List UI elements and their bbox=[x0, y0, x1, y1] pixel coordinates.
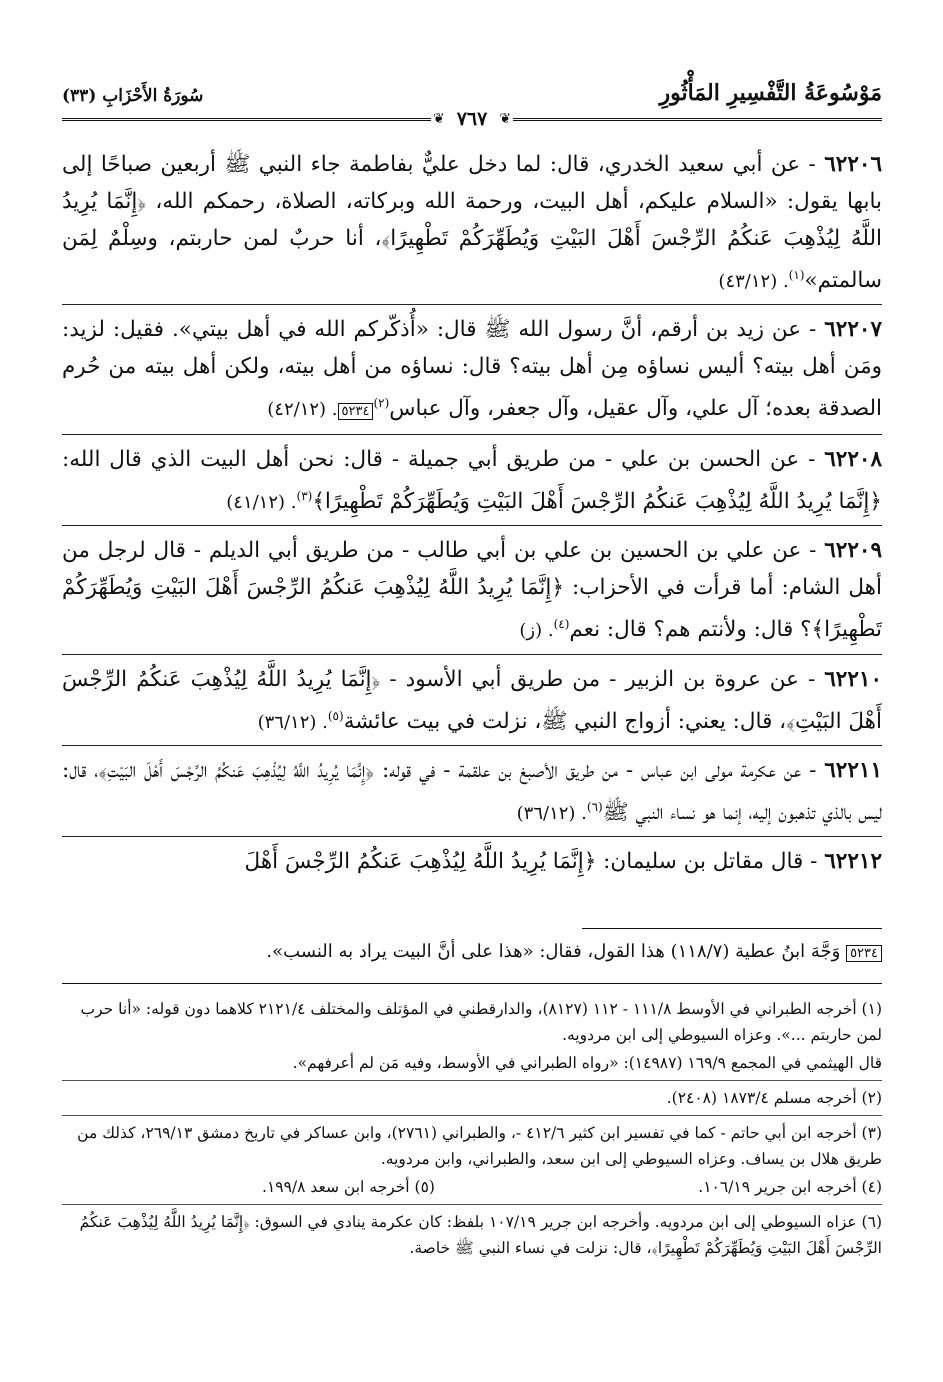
header-rule bbox=[62, 108, 882, 130]
page-number: ٧٦٧ bbox=[456, 108, 488, 130]
footnote: (٣) أخرجه ابن أبي حاتم - كما في تفسير ابن كثير ٤١٢/٦ -، والطبراني (٢٧٦١)، وابن عساكر في تاريخ دمشق ٢٦٩/١٣، كذلك من طريق هلال بن يساف. وعزاه السيوطي إلى ابن سعد، والطبراني، وابن مردويه. bbox=[77, 1123, 882, 1168]
entry-number: ٦٢٢١١ bbox=[824, 757, 882, 783]
ornament-icon: ❦ bbox=[432, 111, 445, 127]
page-header bbox=[62, 60, 882, 106]
book-title: مَوْسُوعَةُ التَّفْسِيرِ المَأْثُورِ bbox=[659, 80, 882, 106]
footnote: (٢) أخرجه مسلم ١٨٧٣/٤ (٢٤٠٨). bbox=[62, 1085, 882, 1116]
footnote: (٦) عزاه السيوطي إلى ابن مردويه. وأخرجه ابن جرير ١٠٧/١٩ بلفظ: كان عكرمة ينادي في السوق: ﴿إِنَّمَا يُرِيدُ اللَّهُ لِيُذْهِبَ عَنكُمُ الرِّجْسَ أَهْلَ البَيْتِ وَيُطَهِّرَكُمْ تَطْهِيرًا﴾، قال: نزلت في نساء النبي ﷺ خاصة. bbox=[79, 1212, 882, 1257]
entry-number: ٦٢٢٠٦ bbox=[824, 152, 882, 177]
entry bbox=[62, 746, 882, 837]
entry-ref: . (ز) bbox=[519, 620, 554, 642]
entry-text: - عن زيد بن أرقم، أنَّ رسول الله ﷺ قال: «أُذكّركم الله في أهل بيتي». فقيل: لزيد: ومَن أهل بيته؟ أليس نساؤه مِن أهل بيته؟ قال: نساؤه من أهل بيته، ولكن أهل بيته من حُرم الصدقة بعده؛ آل علي، وآل عقيل، وآل جعفر، وآل عباس bbox=[62, 317, 882, 422]
entry bbox=[62, 140, 882, 305]
main-text bbox=[62, 140, 882, 884]
page bbox=[62, 60, 882, 1263]
footnote: قال الهيثمي في المجمع ١٦٩/٩ (١٤٩٨٧): «رواه الطبراني في الأوسط، وفيه مَن لم أعرفهم». bbox=[62, 1050, 882, 1081]
footnote-mark: (٦) bbox=[586, 799, 603, 814]
entry bbox=[62, 305, 882, 435]
commentary bbox=[62, 937, 882, 984]
entry-text: - عن عروة بن الزبير - من طريق أبي الأسود - ﴿إِنَّمَا يُرِيدُ اللَّهُ لِيُذْهِبَ عَنكُمُ الرِّجْسَ أَهْلَ البَيْتِ﴾، قال: يعني: أزواج النبي ﷺ، نزلت في بيت عائشة bbox=[62, 666, 882, 734]
entry bbox=[62, 435, 882, 526]
footnote-row bbox=[62, 1174, 882, 1205]
entry-ref: . (٤١/١٢) bbox=[226, 492, 297, 514]
footnote: (٤) أخرجه ابن جرير ١٠٦/١٩. bbox=[698, 1177, 882, 1196]
footnote: (١) أخرجه الطبراني في الأوسط ١١١/٨ - ١١٢ (٨١٢٧)، والدارقطني في المؤتلف والمختلف ٢١٢١/٤ كلاهما دون قوله: «أنا حرب لمن حاربتم ...». وعزاه السيوطي إلى ابن مردويه. bbox=[80, 999, 882, 1044]
entry-text: - عن علي بن الحسين بن علي بن أبي طالب - من طريق أبي الديلم - قال لرجل من أهل الشام: أما قرأت في الأحزاب: ﴿إِنَّمَا يُرِيدُ اللَّهُ لِيُذْهِبَ عَنكُمُ الرِّجْسَ أَهْلَ البَيْتِ وَيُطَهِّرَكُمْ تَطْهِيرًا﴾؟ قال: ولأنتم هم؟ قال: نعم bbox=[62, 538, 882, 643]
commentary-box-ref: ٥٢٣٤ bbox=[338, 403, 374, 420]
entry-ref: . (٣٦/١٢) bbox=[257, 711, 328, 733]
entry bbox=[62, 655, 882, 746]
footnote-mark: (٥) bbox=[327, 708, 344, 723]
footnote-mark: (٣) bbox=[296, 489, 313, 504]
entry-ref: . (٣٦/١٢) bbox=[516, 802, 587, 824]
entry-number: ٦٢٢١٢ bbox=[824, 848, 882, 874]
commentary-separator bbox=[582, 928, 882, 929]
entry-text: - عن الحسن بن علي - من طريق أبي جميلة - قال: نحن أهل البيت الذي قال الله: ﴿إِنَّمَا يُرِيدُ اللَّهُ لِيُذْهِبَ عَنكُمُ الرِّجْسَ أَهْلَ البَيْتِ وَيُطَهِّرَكُمْ تَطْهِيرًا﴾ bbox=[62, 447, 882, 515]
footnote-mark: (٢) bbox=[373, 396, 390, 411]
entry bbox=[62, 526, 882, 654]
footnote-mark: (١) bbox=[788, 268, 805, 282]
entry-text: - عن عكرمة مولى ابن عباس - من طريق الأصبغ بن علقمة - في قوله: ﴿إِنَّمَا يُرِيدُ اللَّهُ لِيُذْهِبَ عَنكُمُ الرِّجْسَ أَهْلَ البَيْتِ﴾، قال: ليس بالذي تذهبون إليه، إنما هو نساء النبي ﷺ bbox=[62, 757, 882, 825]
ornament-icon: ❦ bbox=[499, 111, 512, 127]
entry-number: ٦٢٢٠٧ bbox=[824, 317, 882, 343]
entry-number: ٦٢٢٠٨ bbox=[824, 447, 882, 473]
entry-ref: . (٤٢/١٢) bbox=[267, 399, 338, 421]
footnotes bbox=[62, 996, 882, 1263]
surah-title: سُورَةُ الأَحْزَابِ (٣٣) bbox=[62, 86, 204, 106]
commentary-box-number: ٥٢٣٤ bbox=[846, 945, 882, 962]
footnote: (٥) أخرجه ابن سعد ١٩٩/٨. bbox=[262, 1177, 435, 1196]
entry-text: - قال مقاتل بن سليمان: ﴿إِنَّمَا يُرِيدُ اللَّهُ لِيُذْهِبَ عَنكُمُ الرِّجْسَ أَهْلَ bbox=[244, 848, 818, 874]
entry-ref: . (٤٣/١٢) bbox=[718, 271, 789, 293]
entry bbox=[62, 837, 882, 884]
entry-number: ٦٢٢١٠ bbox=[824, 666, 882, 692]
entry-number: ٦٢٢٠٩ bbox=[824, 538, 882, 564]
footnote-mark: (٤) bbox=[553, 617, 570, 632]
entry-text: - عن أبي سعيد الخدري، قال: لما دخل عليٌّ بفاطمة جاء النبي ﷺ أربعين صباحًا إلى بابها يقول: «السلام عليكم، أهل البيت، ورحمة الله وبركاته، الصلاة، رحمكم الله، ﴿إِنَّمَا يُرِيدُ اللَّهُ لِيُذْهِبَ عَنكُمُ الرِّجْسَ أَهْلَ البَيْتِ وَيُطَهِّرَكُمْ تَطْهِيرًا﴾، أنا حربٌ لمن حاربتم، وسِلْمٌ لِمَن سالمتم» bbox=[62, 152, 882, 294]
commentary-text: وَجَّهَ ابنُ عطية (١١٨/٧) هذا القول، فقال: «هذا على أنَّ البيت يراد به النسب». bbox=[266, 940, 841, 962]
